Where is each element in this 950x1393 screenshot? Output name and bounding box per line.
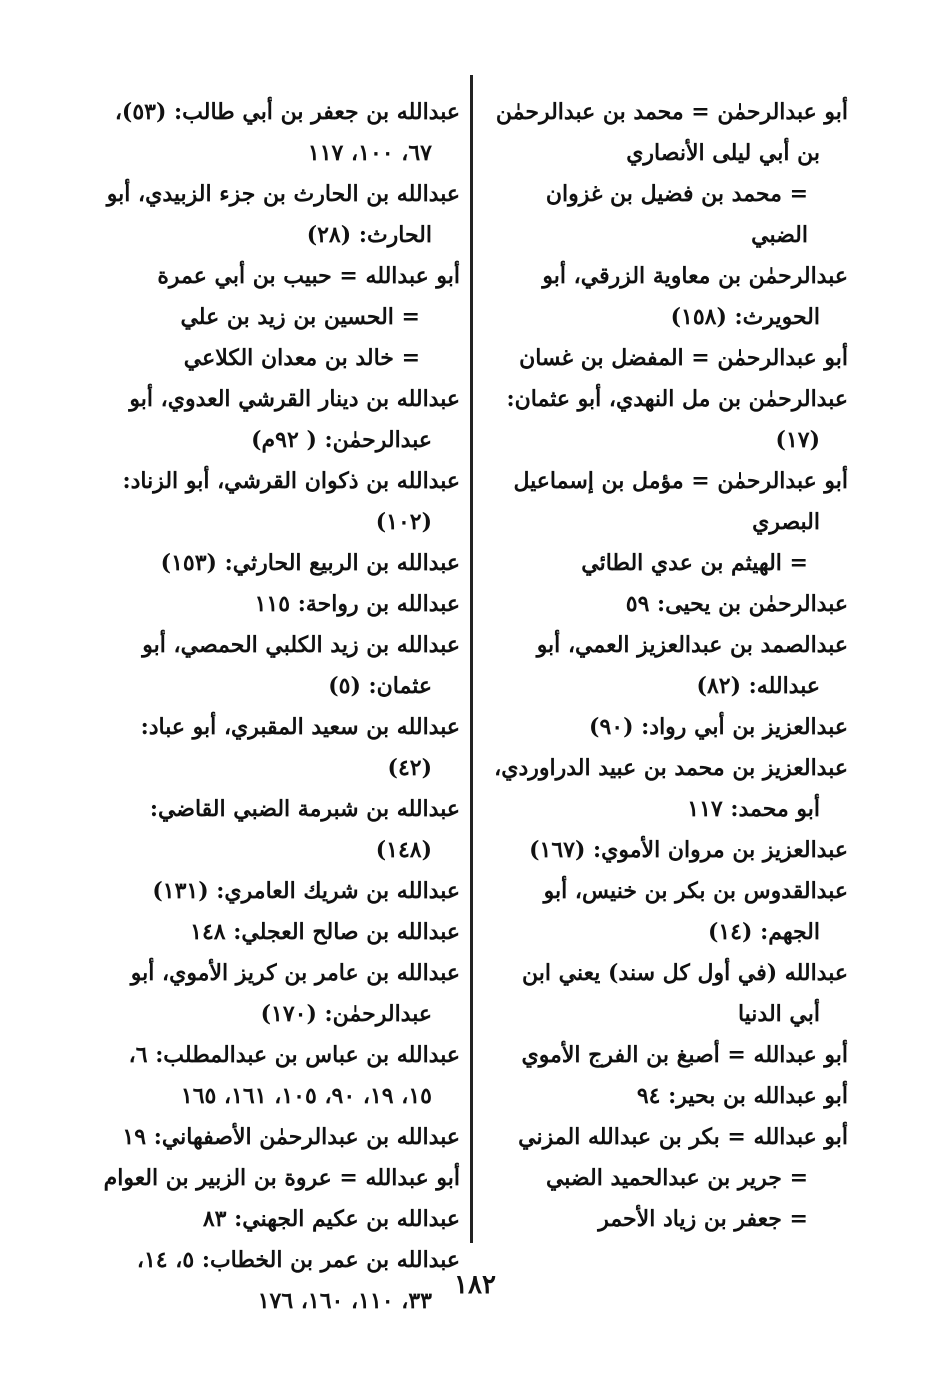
column-divider [470,75,473,1243]
index-entry: عبدالله بن زيد الكلبي الحمصي، أبو عثمان: (٥) [142,632,460,699]
index-entry: عبدالقدوس بن بكر بن خنيس، أبو الجهم: (١٤) [543,878,848,945]
index-entry: عبدالله بن عبدالرحمٰن الأصفهاني: ١٩ [122,1124,460,1150]
index-entry: عبدالرحمٰن بن مل النهدي، أبو عثمان: (١٧) [506,386,848,453]
index-subentry: = الهيثم بن عدي الطائي [581,550,808,576]
index-entry: عبدالله بن دينار القرشي العدوي، أبو عبدالرحمٰن: ( ٩٢م) [129,386,460,453]
index-entry: أبو عبدالرحمٰن = محمد بن عبدالرحمٰن بن أبي ليلى الأنصاري [495,99,848,166]
index-entry: عبدالله بن الحارث بن جزء الزبيدي، أبو الحارث: (٢٨) [106,181,460,248]
index-entry: أبو عبدالله = حبيب بن أبي عمرة [157,263,460,289]
index-subentry: = جرير بن عبدالحميد الضبي [545,1165,808,1191]
index-entry: عبدالصمد بن عبدالعزيز العمي، أبو عبدالله: (٨٢) [536,632,848,699]
index-entry: عبدالله بن سعيد المقبري، أبو عباد: (٤٢) [140,714,460,781]
index-entry: أبو عبدالله = أصبغ بن الفرج الأموي [521,1042,848,1068]
index-entry: أبو عبدالله = بكر بن عبدالله المزني [518,1124,848,1150]
index-entry: عبدالعزيز بن أبي رواد: (٩٠) [589,714,848,740]
index-entry: عبدالله بن شريك العامري: (١٣١) [152,878,460,904]
index-entry: عبدالله بن عمر بن الخطاب: ٥، ١٤، ٣٣، ١١٠، ١٦٠، ١٧٦ [136,1247,460,1314]
index-entry: عبدالله بن الربيع الحارثي: (١٥٣) [160,550,460,576]
index-entry: عبدالله بن ذكوان القرشي، أبو الزناد: (١٠٢) [122,468,460,535]
index-column-right [488,92,848,1240]
index-entry: أبو عبدالله = عروة بن الزبير بن العوام [103,1165,460,1191]
index-entry: عبدالله بن صالح العجلي: ١٤٨ [190,919,460,945]
index-entry: عبدالله بن عباس بن عبدالمطلب: ٦، ١٥، ١٩، ٩٠، ١٠٥، ١٦١، ١٦٥ [128,1042,460,1109]
index-entry: عبدالرحمٰن بن يحيى: ٥٩ [625,591,848,617]
index-entry: عبدالله بن رواحة: ١١٥ [254,591,460,617]
index-entry: عبدالرحمٰن بن معاوية الزرقي، أبو الحويرث: (١٥٨) [542,263,848,330]
index-entry: عبدالله بن عامر بن كريز الأموي، أبو عبدالرحمٰن: (١٧٠) [130,960,460,1027]
page-number: ١٨٢ [454,1270,496,1300]
index-entry: عبدالله بن عكيم الجهني: ٨٣ [202,1206,460,1232]
index-entry: عبدالعزيز بن مروان الأموي: (١٦٧) [529,837,848,863]
index-entry: عبدالعزيز بن محمد بن عبيد الدراوردي، أبو محمد: ١١٧ [494,755,848,822]
index-subentry: = خالد بن معدان الكلاعي [183,345,420,371]
index-subentry: = الحسين بن زيد بن علي [180,304,420,330]
index-entry: أبو عبدالرحمٰن = مؤمل بن إسماعيل البصري [513,468,848,535]
index-column-left [100,92,460,1322]
index-entry: عبدالله بن شبرمة الضبي القاضي: (١٤٨) [149,796,460,863]
index-subentry: = محمد بن فضيل بن غزوان الضبي [545,181,808,248]
index-entry: أبو عبدالله بن بحير: ٩٤ [636,1083,848,1109]
index-subentry: = جعفر بن زياد الأحمر [598,1206,808,1232]
index-entry: عبدالله بن جعفر بن أبي طالب: (٥٣)، ٦٧، ١٠٠، ١١٧ [114,99,460,166]
index-entry: أبو عبدالرحمٰن = المفضل بن غسان [519,345,848,371]
index-entry: عبدالله (في أول كل سند) يعني ابن أبي الدنيا [521,960,848,1027]
